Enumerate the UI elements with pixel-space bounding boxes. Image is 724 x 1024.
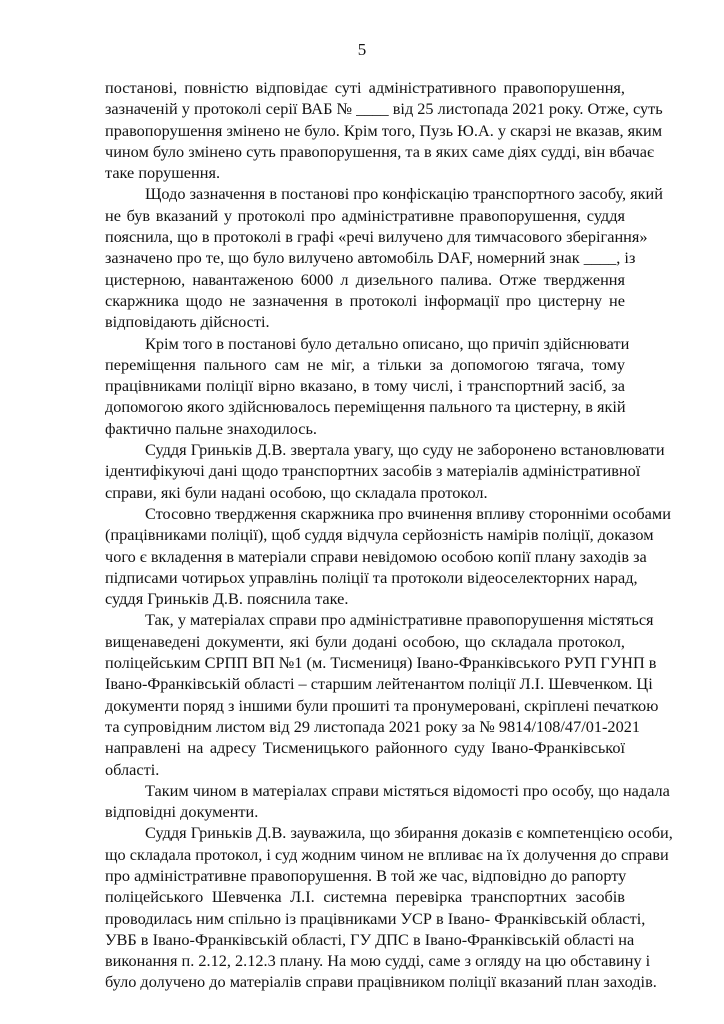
- text-line: було долучено до матеріалів справи працівником поліції вказаний план заходів.: [105, 972, 657, 992]
- text-line: суддя Гриньків Д.В. пояснила таке.: [105, 589, 349, 609]
- text-line: не був вказаний у протоколі про адміністративне правопорушення, суддя: [105, 205, 625, 225]
- text-line: переміщення пального сам не міг, а тільки за допомогою тягача, тому: [105, 354, 625, 374]
- paragraph: [105, 609, 659, 779]
- text-line: зазначено про те, що було вилучено автомобіль DAF, номерний знак ____, із: [105, 248, 636, 268]
- text-line: направлені на адресу Тисменицького районного суду Івано-Франківської: [105, 738, 625, 758]
- text-line: Таким чином в матеріалах справи містяться відомості про особу, що надала: [145, 780, 670, 800]
- text-line: цистерною, навантаженою 6000 л дизельного палива. Отже твердження: [105, 269, 625, 289]
- paragraph: [105, 439, 665, 503]
- paragraph: [105, 780, 670, 823]
- text-line: зазначеній у протоколі серії ВАБ № ____ від 25 листопада 2021 року. Отже, суть: [105, 99, 663, 119]
- text-line: справи, які були надані особою, що складала протокол.: [105, 482, 488, 502]
- text-line: пояснила, що в протоколі в графі «речі вилучено для тимчасового зберігання»: [105, 227, 648, 247]
- text-line: підписами чотирьох управлінь поліції та протоколи відеоселекторних нарад,: [105, 567, 638, 587]
- text-line: Крім того в постанові було детально описано, що причіп здійснювати: [145, 333, 630, 353]
- text-line: поліцейським СРПП ВП №1 (м. Тисмениця) Івано-Франківського РУП ГУНП в: [105, 653, 657, 673]
- text-line: Так, у матеріалах справи про адміністративне правопорушення містяться: [145, 610, 654, 630]
- text-line: виконання п. 2.12, 2.12.3 плану. На мою судді, саме з огляду на цю обставину і: [105, 951, 651, 971]
- paragraph: [105, 77, 663, 183]
- text-line: правопорушення змінено не було. Крім того, Пузь Ю.А. у скарзі не вказав, яким: [105, 120, 663, 140]
- text-line: відповідні документи.: [105, 802, 259, 822]
- text-line: та супровідним листом від 29 листопада 2021 року за № 9814/108/47/01-2021: [105, 716, 640, 736]
- text-line: про адміністративне правопорушення. В той же час, відповідно до рапорту: [105, 865, 627, 885]
- paragraph: [105, 822, 673, 992]
- text-line: документи поряд з іншими були прошиті та пронумеровані, скріплені печаткою: [105, 695, 659, 715]
- text-line: скаржника щодо не зазначення в протоколі інформації про цистерну не: [105, 290, 625, 310]
- text-line: чого є вкладення в матеріали справи невідомою особою копії плану заходів за: [105, 546, 647, 566]
- text-line: вищенаведені документи, які були додані особою, що складала протокол,: [105, 631, 625, 651]
- text-line: допомогою якого здійснювалось переміщення пального та цистерну, в якій: [105, 397, 626, 417]
- text-line: постанові, повністю відповідає суті адміністративного правопорушення,: [105, 78, 625, 97]
- page-number: 5: [357, 40, 367, 59]
- text-line: що складала протокол, і суд жодним чином не впливає на їх долучення до справи: [105, 844, 669, 864]
- text-line: таке порушення.: [105, 163, 221, 183]
- text-line: Стосовно твердження скаржника про вчинення впливу сторонніми особами: [145, 503, 671, 523]
- text-line: області.: [105, 759, 160, 779]
- text-line: Івано-Франківській області – старшим лейтенантом поліції Л.І. Шевченком. Ці: [105, 674, 653, 694]
- text-line: Суддя Гриньків Д.В. звертала увагу, що суду не заборонено встановлювати: [145, 440, 665, 460]
- text-line: проводилась ним спільно із працівниками УСР в Івано- Франківській області,: [105, 908, 646, 928]
- text-line: Щодо зазначення в постанові про конфіскацію транспортного засобу, який: [145, 184, 663, 204]
- text-line: фактично пальне знаходилось.: [105, 418, 318, 438]
- text-line: відповідають дійсності.: [105, 312, 270, 332]
- text-line: працівниками поліції вірно вказано, в тому числі, і транспортний засіб, за: [105, 376, 625, 396]
- text-line: (працівниками поліції), щоб суддя відчула серйозність намірів поліції, доказом: [105, 525, 654, 545]
- text-line: чином було змінено суть правопорушення, та в яких саме діях судді, він вбачає: [105, 141, 654, 161]
- text-line: ідентифікуючі дані щодо транспортних засобів з матеріалів адміністративної: [105, 461, 641, 481]
- text-line: Суддя Гриньків Д.В. зауважила, що збирання доказів є компетенцією особи,: [145, 823, 673, 843]
- document-body: [105, 77, 673, 993]
- text-line: поліцейського Шевченка Л.І. системна перевірка транспортних засобів: [105, 887, 625, 907]
- paragraph: [105, 183, 663, 332]
- paragraph: [105, 333, 630, 439]
- text-line: УВБ в Івано-Франківській області, ГУ ДПС в Івано-Франківській області на: [105, 929, 635, 949]
- paragraph: [105, 503, 671, 609]
